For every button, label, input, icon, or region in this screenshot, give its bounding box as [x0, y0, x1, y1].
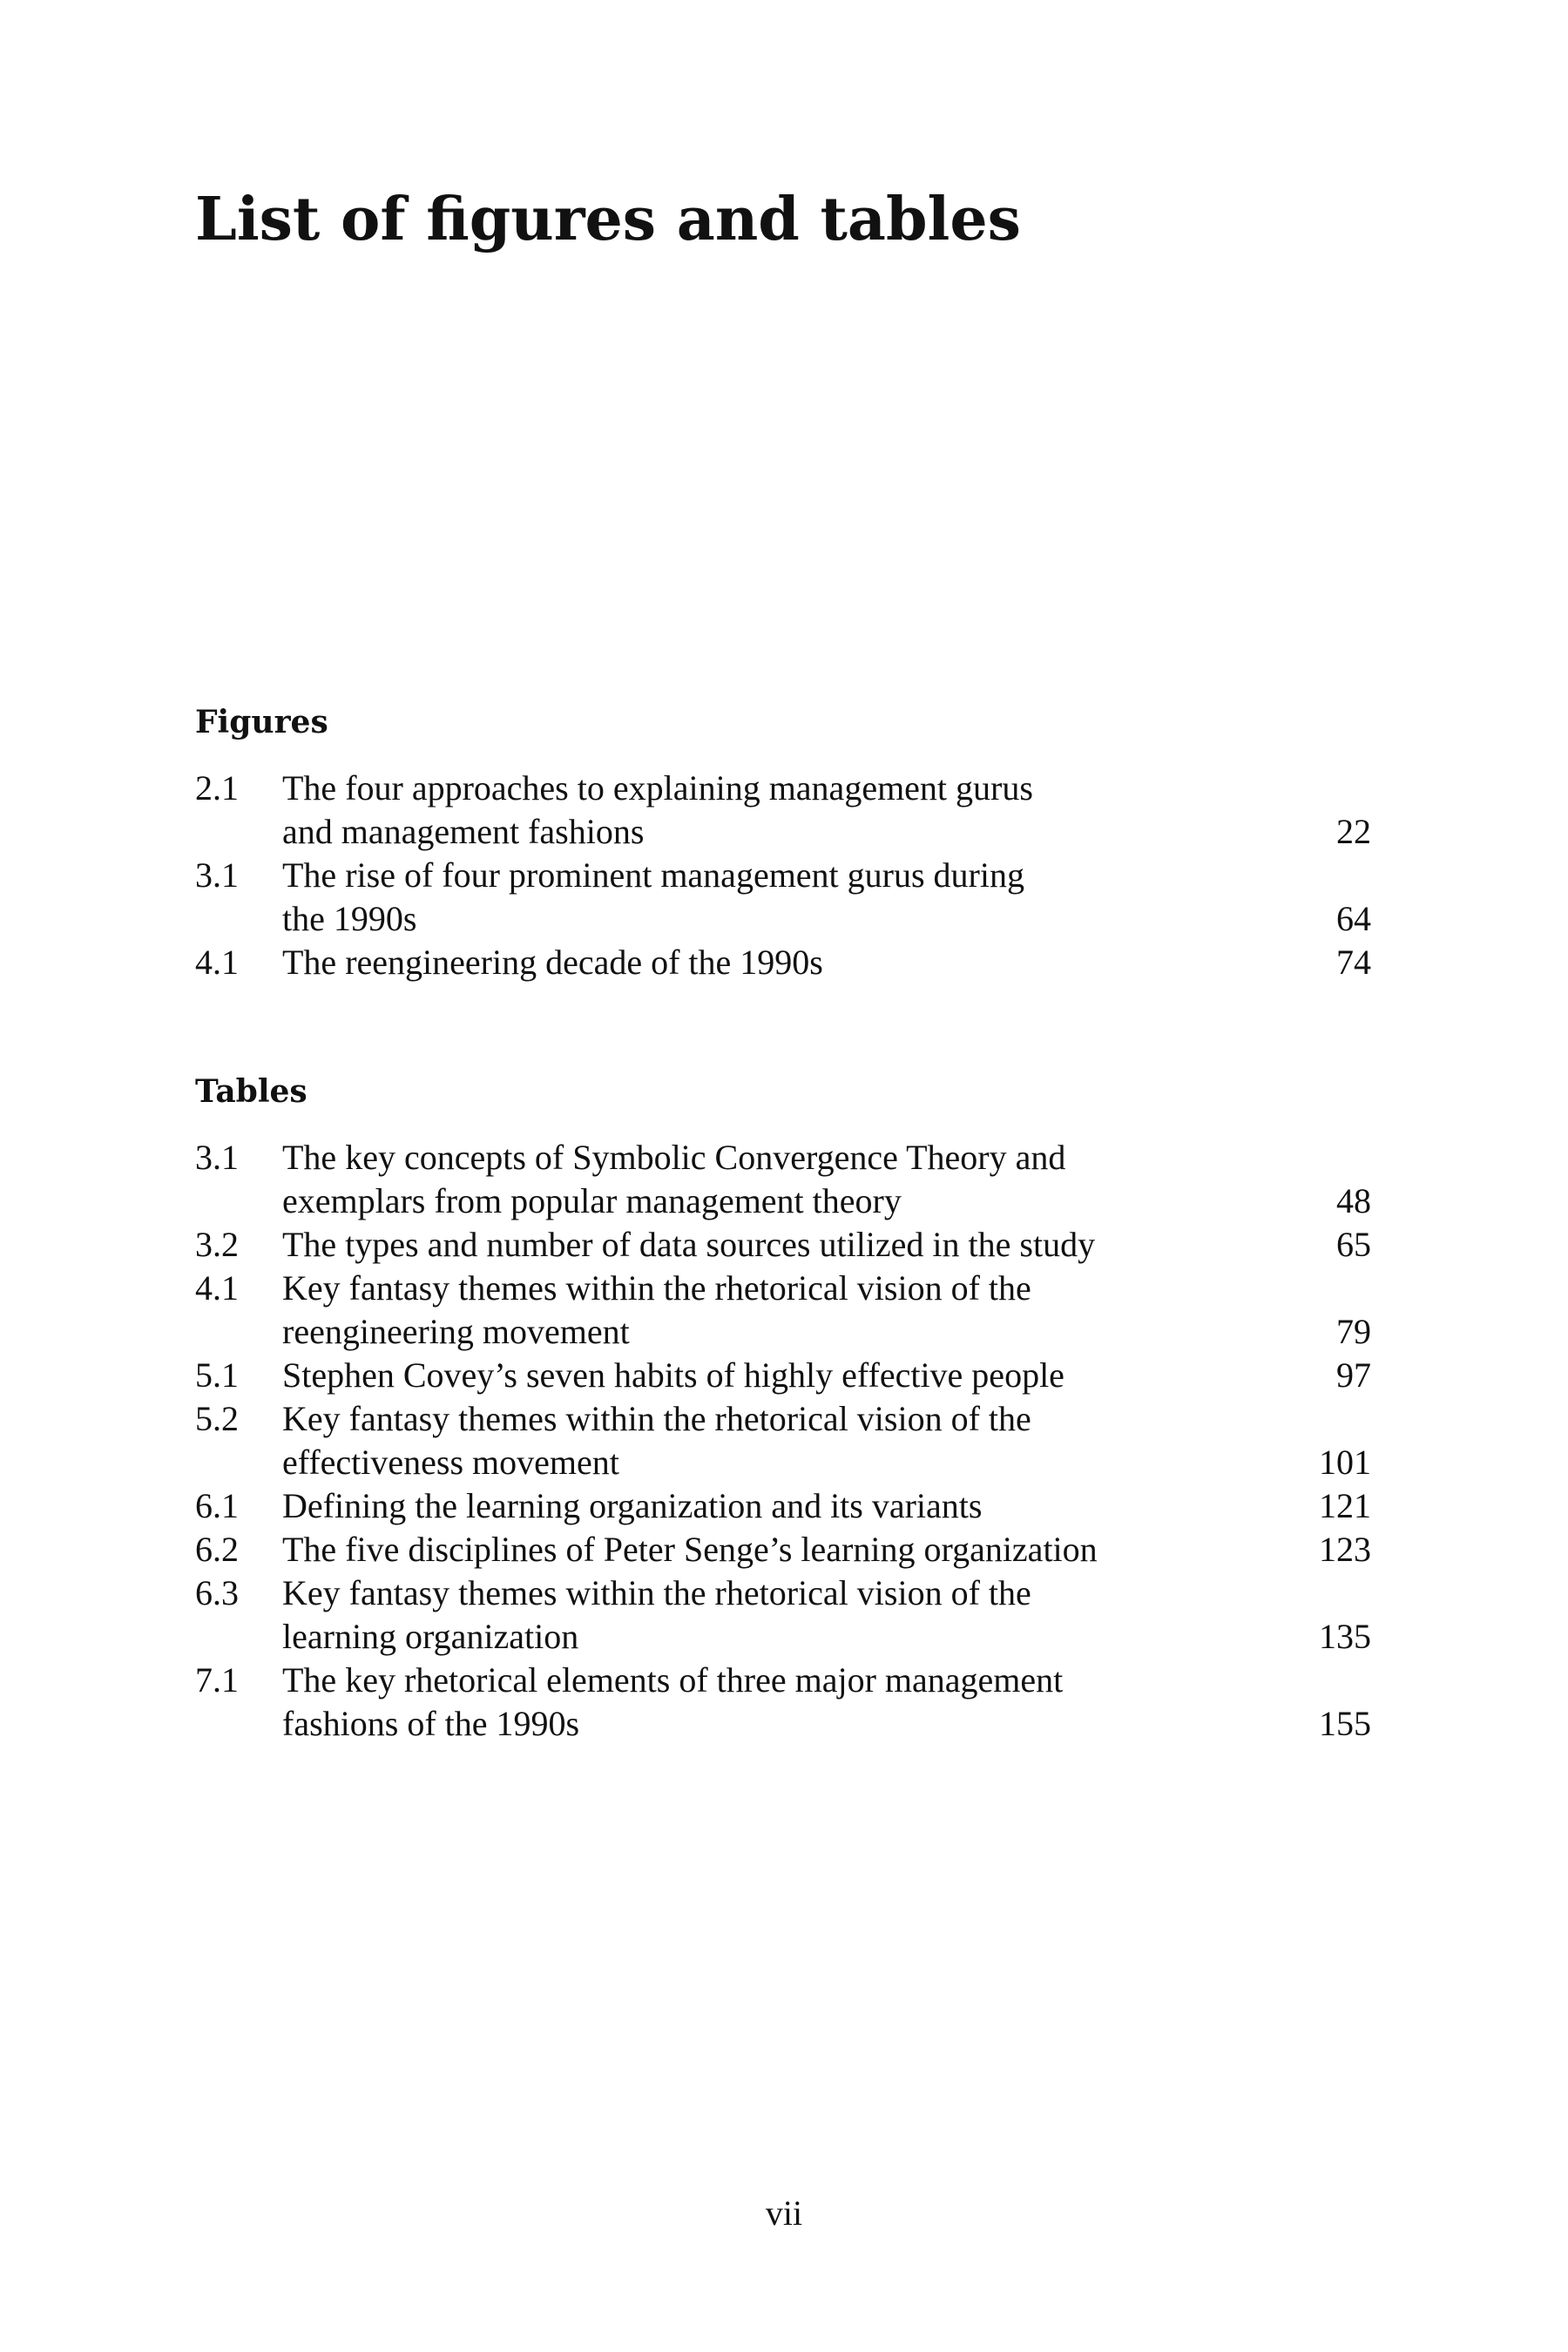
entry-page-number: 64 — [1336, 899, 1371, 938]
list-item — [195, 1267, 1371, 1354]
entry-body — [282, 767, 1371, 854]
entry-body — [282, 854, 1371, 941]
entry-title-continued: exemplars from popular management theory — [282, 1181, 902, 1220]
entry-page-number: 121 — [1319, 1486, 1371, 1525]
entry-line — [282, 1397, 1371, 1441]
entry-page-number: 22 — [1336, 812, 1371, 851]
entry-line — [282, 1310, 1371, 1354]
figures-list — [195, 767, 1371, 984]
entry-line — [282, 854, 1371, 897]
entry-line — [282, 1528, 1371, 1571]
entry-number: 5.2 — [195, 1399, 239, 1438]
entry-line — [282, 1441, 1371, 1484]
entry-body — [282, 1528, 1371, 1571]
list-item — [195, 1397, 1371, 1484]
entry-page-number: 48 — [1336, 1181, 1371, 1220]
entry-line — [282, 1659, 1371, 1702]
entry-page-number: 65 — [1336, 1225, 1371, 1264]
entry-title: The key concepts of Symbolic Convergence Theory and — [282, 1138, 1066, 1177]
entry-title-continued: fashions of the 1990s — [282, 1704, 580, 1743]
entry-body — [282, 1267, 1371, 1354]
entry-page-number: 135 — [1319, 1617, 1371, 1656]
list-item — [195, 941, 1371, 984]
list-item — [195, 1136, 1371, 1223]
entry-body — [282, 1354, 1371, 1397]
entry-number: 4.1 — [195, 1268, 239, 1308]
list-item — [195, 1528, 1371, 1571]
list-item — [195, 1354, 1371, 1397]
entry-page-number: 155 — [1319, 1704, 1371, 1743]
entry-line — [282, 1615, 1371, 1659]
entry-title: The four approaches to explaining management gurus — [282, 768, 1033, 808]
entry-title-continued: learning organization — [282, 1617, 579, 1656]
entry-number: 3.2 — [195, 1225, 239, 1264]
entry-number: 4.1 — [195, 943, 239, 982]
entry-line — [282, 1702, 1371, 1746]
entry-title: The reengineering decade of the 1990s — [282, 943, 823, 982]
entry-number: 6.2 — [195, 1530, 239, 1569]
entry-line — [282, 1484, 1371, 1528]
entry-title: Stephen Covey’s seven habits of highly effective people — [282, 1355, 1064, 1395]
entry-title: The five disciplines of Peter Senge’s learning organization — [282, 1530, 1098, 1569]
entry-page-number: 74 — [1336, 943, 1371, 982]
list-item — [195, 1659, 1371, 1746]
entry-number: 5.1 — [195, 1355, 239, 1395]
entry-title: The rise of four prominent management gurus during — [282, 855, 1024, 895]
entry-number: 3.1 — [195, 855, 239, 895]
tables-list — [195, 1136, 1371, 1746]
list-item — [195, 1571, 1371, 1659]
list-item — [195, 1484, 1371, 1528]
entry-line — [282, 897, 1371, 941]
entry-number: 7.1 — [195, 1660, 239, 1700]
entry-line — [282, 810, 1371, 854]
entry-line — [282, 1354, 1371, 1397]
entry-title-continued: the 1990s — [282, 899, 417, 938]
entry-line — [282, 767, 1371, 810]
entry-page-number: 97 — [1336, 1355, 1371, 1395]
entry-line — [282, 1571, 1371, 1615]
entry-title-continued: effectiveness movement — [282, 1443, 619, 1482]
list-item — [195, 854, 1371, 941]
entry-title: The types and number of data sources utilized in the study — [282, 1225, 1096, 1264]
list-item — [195, 767, 1371, 854]
entry-body — [282, 1397, 1371, 1484]
entry-line — [282, 1136, 1371, 1179]
entry-number: 6.3 — [195, 1573, 239, 1612]
entry-number: 3.1 — [195, 1138, 239, 1177]
list-item — [195, 1223, 1371, 1267]
entry-line — [282, 941, 1371, 984]
tables-heading: Tables — [195, 1073, 308, 1110]
entry-body — [282, 1484, 1371, 1528]
entry-line — [282, 1267, 1371, 1310]
entry-title: Defining the learning organization and its variants — [282, 1486, 983, 1525]
entry-title: Key fantasy themes within the rhetorical vision of the — [282, 1399, 1031, 1438]
entry-body — [282, 1659, 1371, 1746]
entry-page-number: 79 — [1336, 1312, 1371, 1351]
entry-number: 2.1 — [195, 768, 239, 808]
entry-body — [282, 941, 1371, 984]
entry-title: Key fantasy themes within the rhetorical vision of the — [282, 1573, 1031, 1612]
entry-title: Key fantasy themes within the rhetorical vision of the — [282, 1268, 1031, 1308]
page-number-folio: vii — [765, 2193, 803, 2233]
entry-body — [282, 1136, 1371, 1223]
entry-number: 6.1 — [195, 1486, 239, 1525]
entry-title: The key rhetorical elements of three major management — [282, 1660, 1064, 1700]
entry-body — [282, 1571, 1371, 1659]
page-title: List of figures and tables — [195, 185, 1021, 254]
entry-page-number: 123 — [1319, 1530, 1371, 1569]
entry-title-continued: reengineering movement — [282, 1312, 630, 1351]
entry-line — [282, 1179, 1371, 1223]
entry-page-number: 101 — [1319, 1443, 1371, 1482]
entry-body — [282, 1223, 1371, 1267]
figures-heading: Figures — [195, 704, 328, 740]
entry-title-continued: and management fashions — [282, 812, 645, 851]
entry-line — [282, 1223, 1371, 1267]
